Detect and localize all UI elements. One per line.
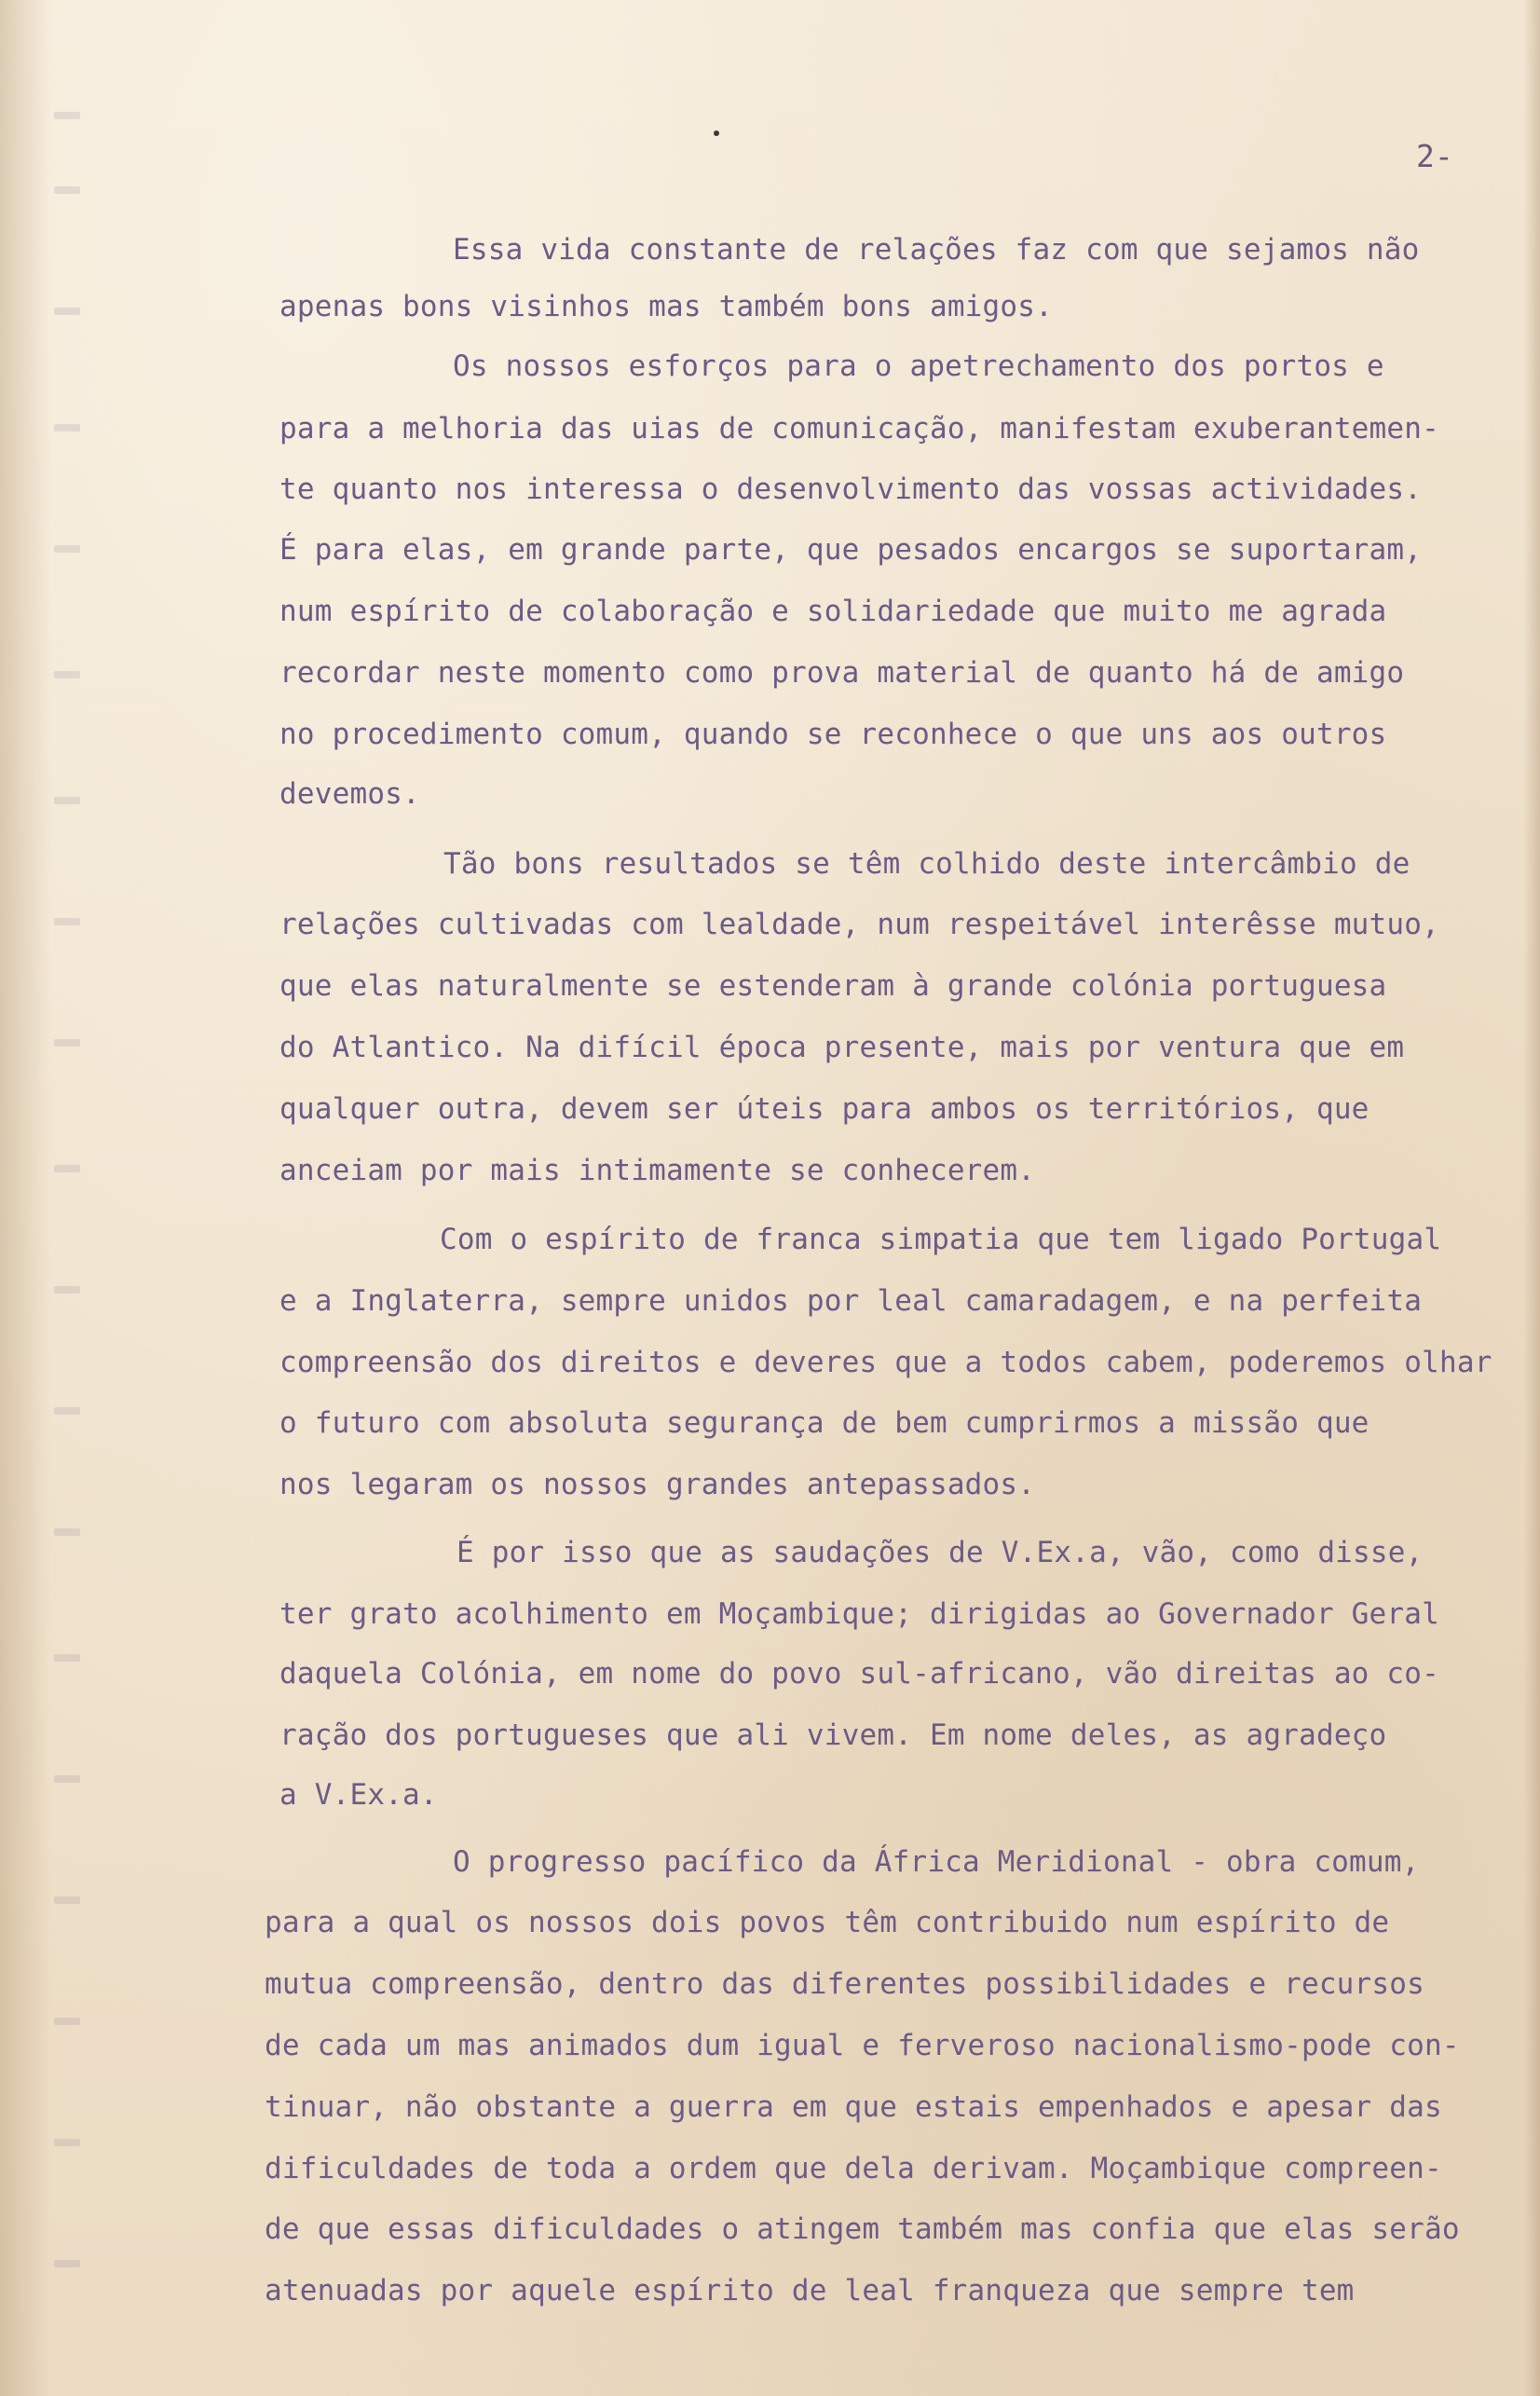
text-line: É para elas, em grande parte, que pesados encargos se suportaram, bbox=[279, 533, 1423, 567]
text-line: no procedimento comum, quando se reconhece o que uns aos outros bbox=[279, 718, 1387, 751]
text-line: num espírito de colaboração e solidariedade que muito me agrada bbox=[279, 595, 1387, 628]
text-line: para a qual os nossos dois povos têm contribuido num espírito de bbox=[265, 1906, 1390, 1939]
text-line: Os nossos esforços para o apetrechamento dos portos e bbox=[453, 349, 1384, 383]
text-line: O progresso pacífico da África Meridional - obra comum, bbox=[453, 1845, 1420, 1879]
page-number: 2- bbox=[1416, 138, 1453, 174]
text-line: qualquer outra, devem ser úteis para ambos os territórios, que bbox=[279, 1092, 1370, 1126]
text-line: tinuar, não obstante a guerra em que estais empenhados e apesar das bbox=[265, 2090, 1442, 2124]
text-line: a V.Ex.a. bbox=[279, 1778, 438, 1812]
text-line: o futuro com absoluta segurança de bem cumprirmos a missão que bbox=[279, 1406, 1370, 1440]
text-line: relações cultivadas com lealdade, num respeitável interêsse mutuo, bbox=[279, 908, 1439, 941]
text-line: É por isso que as saudações de V.Ex.a, vão, como disse, bbox=[457, 1536, 1424, 1569]
text-line: te quanto nos interessa o desenvolvimento das vossas actividades. bbox=[279, 472, 1423, 506]
text-line: Tão bons resultados se têm colhido deste intercâmbio de bbox=[443, 847, 1411, 881]
text-line: ter grato acolhimento em Moçambique; dirigidas ao Governador Geral bbox=[279, 1597, 1439, 1631]
text-line: de que essas dificuldades o atingem também mas confia que elas serão bbox=[265, 2212, 1460, 2246]
text-line: devemos. bbox=[279, 777, 420, 811]
text-line: nos legaram os nossos grandes antepassados. bbox=[279, 1468, 1036, 1501]
text-line: para a melhoria das uias de comunicação, manifestam exuberantemen- bbox=[279, 412, 1439, 445]
text-line: mutua compreensão, dentro das diferentes possibilidades e recursos bbox=[265, 1967, 1424, 2001]
text-line: daquela Colónia, em nome do povo sul-africano, vão direitas ao co- bbox=[279, 1657, 1439, 1691]
text-line: ração dos portugueses que ali vivem. Em nome deles, as agradeço bbox=[279, 1718, 1387, 1752]
text-line: do Atlantico. Na difícil época presente, mais por ventura que em bbox=[279, 1031, 1405, 1064]
text-line: de cada um mas animados dum igual e ferveroso nacionalismo-pode con- bbox=[265, 2029, 1460, 2062]
text-line: e a Inglaterra, sempre unidos por leal camaradagem, e na perfeita bbox=[279, 1284, 1423, 1318]
text-line: Essa vida constante de relações faz com que sejamos não bbox=[453, 233, 1420, 267]
text-line: anceiam por mais intimamente se conhecerem. bbox=[279, 1154, 1036, 1187]
text-line: atenuadas por aquele espírito de leal franqueza que sempre tem bbox=[265, 2274, 1355, 2307]
text-line: Com o espírito de franca simpatia que tem ligado Portugal bbox=[440, 1223, 1442, 1256]
text-line: que elas naturalmente se estenderam à grande colónia portuguesa bbox=[279, 969, 1387, 1003]
text-line: apenas bons visinhos mas também bons amigos. bbox=[279, 290, 1053, 323]
text-line: compreensão dos direitos e deveres que a todos cabem, poderemos olhar bbox=[279, 1346, 1492, 1379]
text-line: dificuldades de toda a ordem que dela derivam. Moçambique compreen- bbox=[265, 2152, 1442, 2185]
text-line: recordar neste momento como prova material de quanto há de amigo bbox=[279, 656, 1405, 690]
